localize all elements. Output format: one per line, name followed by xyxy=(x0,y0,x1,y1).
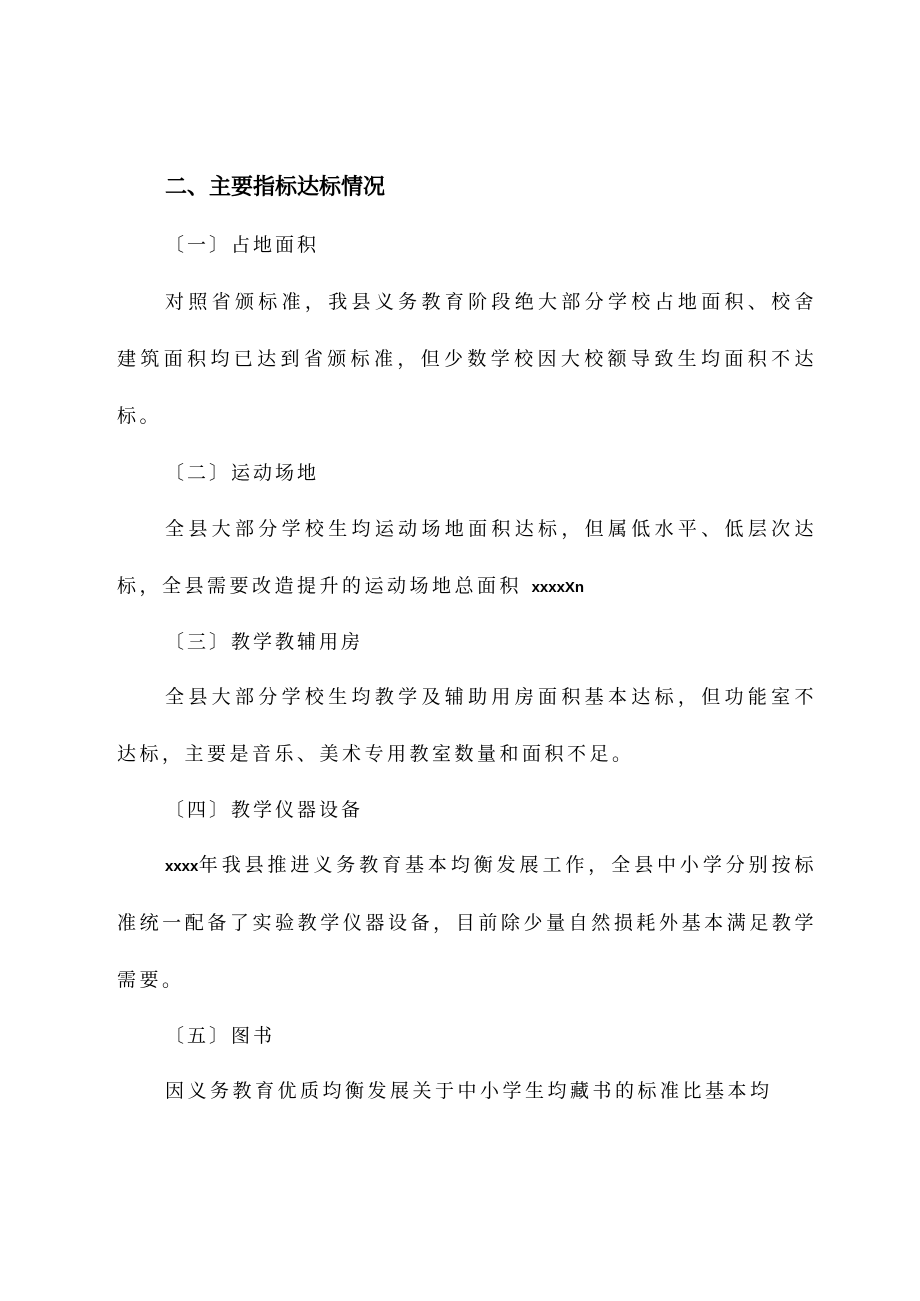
paragraph-equipment-text: 年我县推进义务教育基本均衡发展工作，全县中小学分别按标准统一配备了实验教学仪器设备，目前除少量自然损耗外基本满足教学需要。 xyxy=(117,854,817,991)
subsection-title-sports-field: 〔二〕运动场地 xyxy=(165,462,320,484)
paragraph-land-area: 对照省颁标准，我县义务教育阶段绝大部分学校占地面积、校舍建筑面积均已达到省颁标准，但少数学校因大校额导致生均面积不达标。 xyxy=(117,291,817,427)
paragraph-sports-field-text: 全县大部分学校生均运动场地面积达标，但属低水平、低层次达标，全县需要改造提升的运动场地总面积 xyxy=(117,518,817,597)
subsection-title-books: 〔五〕图书 xyxy=(165,1025,276,1047)
subsection-title-teaching-rooms: 〔三〕教学教辅用房 xyxy=(165,631,364,653)
paragraph-books: 因义务教育优质均衡发展关于中小学生均藏书的标准比基本均 xyxy=(165,1080,773,1102)
paragraph-equipment-year: xxxx xyxy=(165,858,199,875)
paragraph-equipment xyxy=(117,837,817,1009)
subsection-title-equipment: 〔四〕教学仪器设备 xyxy=(165,799,364,821)
paragraph-teaching-rooms: 全县大部分学校生均教学及辅助用房面积基本达标，但功能室不达标，主要是音乐、美术专用教室数量和面积不足。 xyxy=(117,686,817,765)
section-heading: 二、主要指标达标情况 xyxy=(165,175,386,200)
paragraph-sports-field-value: xxxxXn xyxy=(531,579,585,596)
paragraph-sports-field xyxy=(117,501,817,616)
subsection-title-land-area: 〔一〕占地面积 xyxy=(165,234,320,256)
